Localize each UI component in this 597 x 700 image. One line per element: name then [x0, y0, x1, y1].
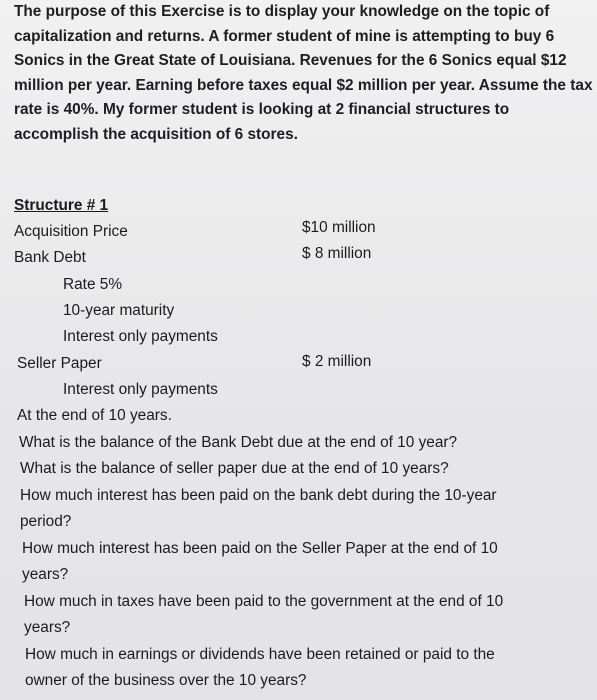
question-6-line-1: How much in earnings or dividends have been retained or paid to the [25, 646, 495, 663]
structure-title: Structure # 1 [14, 197, 109, 214]
bank-debt-maturity: 10-year maturity [63, 302, 175, 319]
seller-paper-label: Seller Paper [17, 355, 102, 372]
question-3-line-1: How much interest has been paid on the bank debt during the 10-year [20, 487, 497, 504]
question-4-line-2: years? [22, 566, 69, 583]
intro-paragraph: The purpose of this Exercise is to display your knowledge on the topic of capitalization and returns. A former student of mine is attempting to buy 6 Sonics in the Great State of Louisiana. Revenues for the 6 Sonics equal $12 million per year. Earning before taxes equal $2 million per year. Assume the tax rate is 40%. My former student is looking at 2 financial structures to accomplish the acquisition of 6 stores. [14, 3, 593, 143]
question-3-line-2: period? [20, 513, 72, 530]
question-4-line-1: How much interest has been paid on the Seller Paper at the end of 10 [22, 540, 498, 557]
question-5-line-2: years? [24, 619, 71, 636]
question-5-line-1: How much in taxes have been paid to the government at the end of 10 [24, 593, 504, 610]
end-note: At the end of 10 years. [17, 407, 172, 424]
seller-paper-value: $ 2 million [302, 353, 372, 370]
bank-debt-payments: Interest only payments [63, 328, 218, 345]
question-6-line-2: owner of the business over the 10 years? [25, 672, 307, 689]
bank-debt-label: Bank Debt [14, 249, 86, 266]
seller-paper-payments: Interest only payments [63, 381, 218, 398]
acquisition-price-value: $10 million [302, 219, 376, 236]
question-1: What is the balance of the Bank Debt due at the end of 10 year? [19, 434, 458, 451]
acquisition-price-label: Acquisition Price [14, 223, 128, 240]
bank-debt-value: $ 8 million [302, 245, 372, 262]
bank-debt-rate: Rate 5% [63, 276, 123, 293]
question-2: What is the balance of seller paper due at the end of 10 years? [20, 460, 449, 477]
